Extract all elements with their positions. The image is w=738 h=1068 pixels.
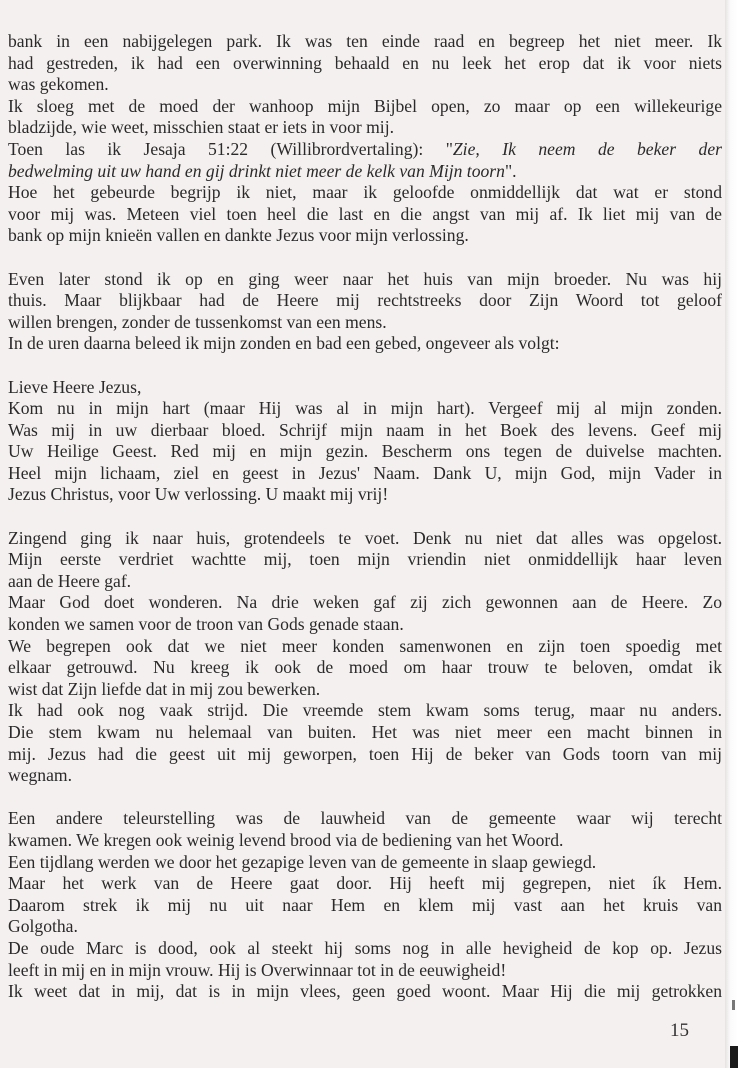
line-text: De oude Marc is dood, ook al steekt hij soms nog in alle hevigheid de kop op. Jezus [8, 937, 722, 958]
text-line [8, 916, 722, 938]
line-text: wist dat Zijn liefde dat in mij zou bewerken. [8, 678, 321, 699]
line-text: Mijn eerste verdriet wachtte mij, toen mijn vriendin niet onmiddellijk haar leven [8, 549, 722, 570]
line-text: Maar God doet wonderen. Na drie weken gaf zij zich gewonnen aan de Heere. Zo [8, 592, 722, 613]
text-line [8, 31, 722, 53]
text-line [8, 420, 722, 442]
text-line [8, 225, 722, 247]
line-text: Een andere teleurstelling was de lauwheid van de gemeente waar wij terecht [8, 808, 722, 829]
text-line [8, 981, 722, 1003]
line-text: Zingend ging ik naar huis, grotendeels te voet. Denk nu niet dat alles was opgelost. [8, 527, 722, 548]
paragraph-break [8, 355, 722, 377]
text-line [8, 614, 722, 636]
line-text: Uw Heilige Geest. Red mij en mijn gezin. Bescherm ons tegen de duivelse machten. [8, 441, 722, 462]
line-text: willen brengen, zonder de tussenkomst van een mens. [8, 311, 387, 332]
text-line [8, 463, 722, 485]
text-line [8, 765, 722, 787]
line-text: Ik sloeg met de moed der wanhoop mijn Bijbel open, zo maar op een willekeurige [8, 95, 722, 116]
line-text: kwamen. We kregen ook weinig levend brood via de bediening van het Woord. [8, 829, 564, 850]
line-text: Golgotha. [8, 916, 78, 937]
line-text: Een tijdlang werden we door het gezapige leven van de gemeente in slaap gewiegd. [8, 851, 597, 872]
line-text: was gekomen. [8, 74, 109, 95]
line-text: konden we samen voor de troon van Gods genade staan. [8, 614, 404, 635]
line-text: had gestreden, ik had een overwinning behaald en nu leek het erop dat ik voor niets [8, 52, 722, 73]
text-line [8, 895, 722, 917]
text-line [8, 549, 722, 571]
text-line [8, 700, 722, 722]
page-number: 15 [670, 1020, 689, 1041]
text-line [8, 53, 722, 75]
line-text: Jezus Christus, voor Uw verlossing. U maakt mij vrij! [8, 484, 389, 505]
line-text: bank op mijn knieën vallen en dankte Jezus voor mijn verlossing. [8, 225, 469, 246]
line-text: Lieve Heere Jezus, [8, 376, 142, 397]
scan-mark [730, 1046, 738, 1068]
text-line [8, 117, 722, 139]
text-line [8, 290, 722, 312]
text-line [8, 269, 722, 291]
line-text: ". [504, 160, 517, 181]
text-line [8, 139, 722, 161]
text-line [8, 938, 722, 960]
line-text: Maar het werk van de Heere gaat door. Hij heeft mij gegrepen, niet ík Hem. [8, 873, 722, 894]
text-line [8, 333, 722, 355]
text-line [8, 830, 722, 852]
line-text: bladzijde, wie weet, misschien staat er iets in voor mij. [8, 117, 394, 138]
line-text: thuis. Maar blijkbaar had de Heere mij rechtstreeks door Zijn Woord tot geloof [8, 290, 722, 311]
italic-quote: bedwelming uit uw hand en gij drinkt niet meer de kelk van Mijn toorn [8, 160, 505, 181]
text-line [8, 722, 722, 744]
text-line [8, 484, 722, 506]
paragraph-break [8, 247, 722, 269]
line-text: Hoe het gebeurde begrijp ik niet, maar ik geloofde onmiddellijk dat wat er stond [8, 182, 722, 203]
line-text: Ik had ook nog vaak strijd. Die vreemde stem kwam soms terug, maar nu anders. [8, 700, 722, 721]
line-text: bank in een nabijgelegen park. Ik was ten einde raad en begreep het niet meer. Ik [8, 31, 722, 51]
line-text: Was mij in uw dierbaar bloed. Schrijf mijn naam in het Boek des levens. Geef mij [8, 419, 722, 440]
page-edge-shadow [725, 0, 738, 1068]
text-line [8, 441, 722, 463]
text-line [8, 744, 722, 766]
text-line [8, 182, 722, 204]
line-text: Die stem kwam nu helemaal van buiten. Het was niet meer een macht binnen in [8, 722, 722, 742]
text-line [8, 398, 722, 420]
line-text: wegnam. [8, 765, 73, 786]
paragraph-break [8, 506, 722, 528]
text-line [8, 636, 722, 658]
text-line [8, 312, 722, 334]
line-text: Daarom strek ik mij nu uit naar Hem en klem mij vast aan het kruis van [8, 894, 722, 915]
line-text: aan de Heere gaf. [8, 570, 132, 591]
text-line [8, 161, 722, 183]
line-text: leeft in mij en in mijn vrouw. Hij is Overwinnaar tot in de eeuwigheid! [8, 959, 507, 980]
line-text: voor mij was. Meteen viel toen heel die last en die angst van mij af. Ik liet mij van de [8, 203, 722, 224]
text-line [8, 852, 722, 874]
line-text: Kom nu in mijn hart (maar Hij was al in mijn hart). Vergeef mij al mijn zonden. [8, 398, 722, 419]
text-line [8, 808, 722, 830]
text-line [8, 571, 722, 593]
body-text [8, 31, 722, 1003]
italic-quote: Zie, Ik neem de beker der [452, 138, 722, 159]
line-text: Heel mijn lichaam, ziel en geest in Jezus' Naam. Dank U, mijn God, mijn Vader in [8, 462, 722, 483]
text-line [8, 679, 722, 701]
text-line [8, 873, 722, 895]
line-text: In de uren daarna beleed ik mijn zonden en bad een gebed, ongeveer als volgt: [8, 333, 560, 354]
text-line [8, 377, 722, 399]
text-line [8, 96, 722, 118]
scan-mark [732, 1000, 735, 1010]
line-text: We begrepen ook dat we niet meer konden samenwonen en zijn toen spoedig met [8, 635, 722, 656]
line-text: Even later stond ik op en ging weer naar het huis van mijn broeder. Nu was hij [8, 268, 722, 289]
line-text: Ik weet dat in mij, dat is in mijn vlees, geen goed woont. Maar Hij die mij getrokken [8, 981, 722, 1002]
line-text: mij. Jezus had die geest uit mij geworpen, toen Hij de beker van Gods toorn van mij [8, 743, 722, 764]
text-line [8, 204, 722, 226]
paragraph-break [8, 787, 722, 809]
text-line [8, 528, 722, 550]
text-line [8, 74, 722, 96]
line-text: elkaar getrouwd. Nu kreeg ik ook de moed om haar trouw te beloven, omdat ik [8, 657, 722, 678]
line-text: Toen las ik Jesaja 51:22 (Willibrordvertaling): " [8, 138, 453, 159]
text-line [8, 592, 722, 614]
text-line [8, 960, 722, 982]
text-line [8, 657, 722, 679]
